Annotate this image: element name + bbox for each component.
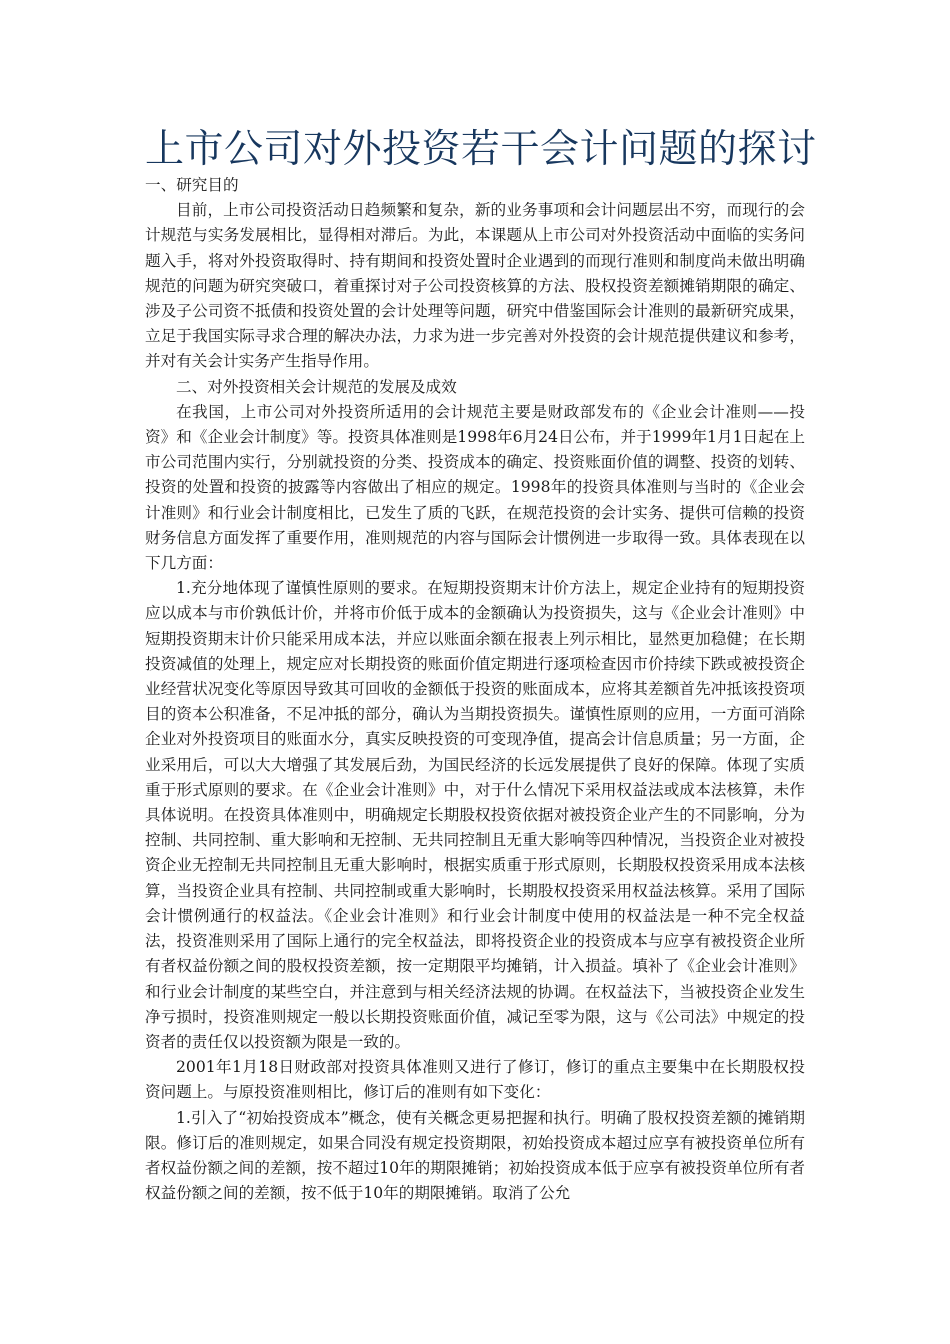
paragraph: 1.引入了“初始投资成本”概念，使有关概念更易把握和执行。明确了股权投资差额的摊销期限。修订后的准则规定，如果合同没有规定投资期限，初始投资成本超过应享有被投资单位所有者权益份额之间的差额，按不超过10年的期限摊销；初始投资成本低于应享有被投资单位所有者权益份额之间的差额，按不低于10年的期限摊销。取消了公允: [145, 1108, 805, 1203]
paragraph: 1.充分地体现了谨慎性原则的要求。在短期投资期末计价方法上，规定企业持有的短期投资应以成本与市价孰低计价，并将市价低于成本的金额确认为投资损失，这与《企业会计准则》中短期投资期末计价只能采用成本法，并应以账面余额在报表上列示相比，显然更加稳健；在长期投资减值的处理上，规定应对长期投资的账面价值定期进行逐项检查因市价持续下跌或被投资企业经营状况变化等原因导致其可回收的金额低于投资的账面成本，应将其差额首先冲抵该投资项目的资本公积准备，不足冲抵的部分，确认为当期投资损失。谨慎性原则的应用，一方面可消除企业对外投资项目的账面水分，真实反映投资的可变现净值，提高会计信息质量；另一方面，企业采用后，可以大大增强了其发展后劲，为国民经济的长远发展提供了良好的保障。体现了实质重于形式原则的要求。在《企业会计准则》中，对于什么情况下采用权益法或成本法核算，未作具体说明。在投资具体准则中，明确规定长期股权投资依据对被投资企业产生的不同影响，分为控制、共同控制、重大影响和无控制、无共同控制且无重大影响等四种情况，当投资企业对被投资企业无控制无共同控制且无重大影响时，根据实质重于形式原则，长期股权投资采用成本法核算，当投资企业具有控制、共同控制或重大影响时，长期股权投资采用权益法核算。采用了国际会计惯例通行的权益法。《企业会计准则》和行业会计制度中使用的权益法是一种不完全权益法，投资准则采用了国际上通行的完全权益法，即将投资企业的投资成本与应享有被投资企业所有者权益份额之间的股权投资差额，按一定期限平均摊销，计入损益。填补了《企业会计准则》和行业会计制度的某些空白，并注意到与相关经济法规的协调。在权益法下，当被投资企业发生净亏损时，投资准则规定一般以长期投资账面价值，减记至零为限，这与《公司法》中规定的投资者的责任仅以投资额为限是一致的。: [145, 579, 805, 1051]
document-title: 上市公司对外投资若干会计问题的探讨: [145, 127, 817, 172]
paragraph: 2001年1月18日财政部对投资具体准则又进行了修订，修订的重点主要集中在长期股权投资问题上。与原投资准则相比，修订后的准则有如下变化：: [145, 1058, 805, 1102]
section-heading-regulation-development: 二、对外投资相关会计规范的发展及成效: [176, 377, 457, 396]
document-body: [145, 173, 805, 1206]
paragraph: 目前，上市公司投资活动日趋频繁和复杂，新的业务事项和会计问题层出不穷，而现行的会计规范与实务发展相比，显得相对滞后。为此，本课题从上市公司对外投资活动中面临的实务问题入手，将对外投资取得时、持有期间和投资处置时企业遇到的而现行准则和制度尚未做出明确规范的问题为研究突破口，着重探讨对子公司投资核算的方法、股权投资差额摊销期限的确定、涉及子公司资不抵债和投资处置的会计处理等问题，研究中借鉴国际会计准则的最新研究成果，立足于我国实际寻求合理的解决办法，力求为进一步完善对外投资的会计规范提供建议和参考，并对有关会计实务产生指导作用。: [145, 201, 805, 371]
paragraph: 在我国，上市公司对外投资所适用的会计规范主要是财政部发布的《企业会计准则——投资》和《企业会计制度》等。投资具体准则是1998年6月24日公布，并于1999年1月1日起在上市公司范围内实行，分别就投资的分类、投资成本的确定、投资账面价值的调整、投资的划转、投资的处置和投资的披露等内容做出了相应的规定。1998年的投资具体准则与当时的《企业会计准则》和行业会计制度相比，已发生了质的飞跃，在规范投资的会计实务、提供可信赖的投资财务信息方面发挥了重要作用，准则规范的内容与国际会计惯例进一步取得一致。具体表现在以下几方面：: [145, 402, 805, 573]
section-heading-research-purpose: 一、研究目的: [145, 176, 239, 194]
